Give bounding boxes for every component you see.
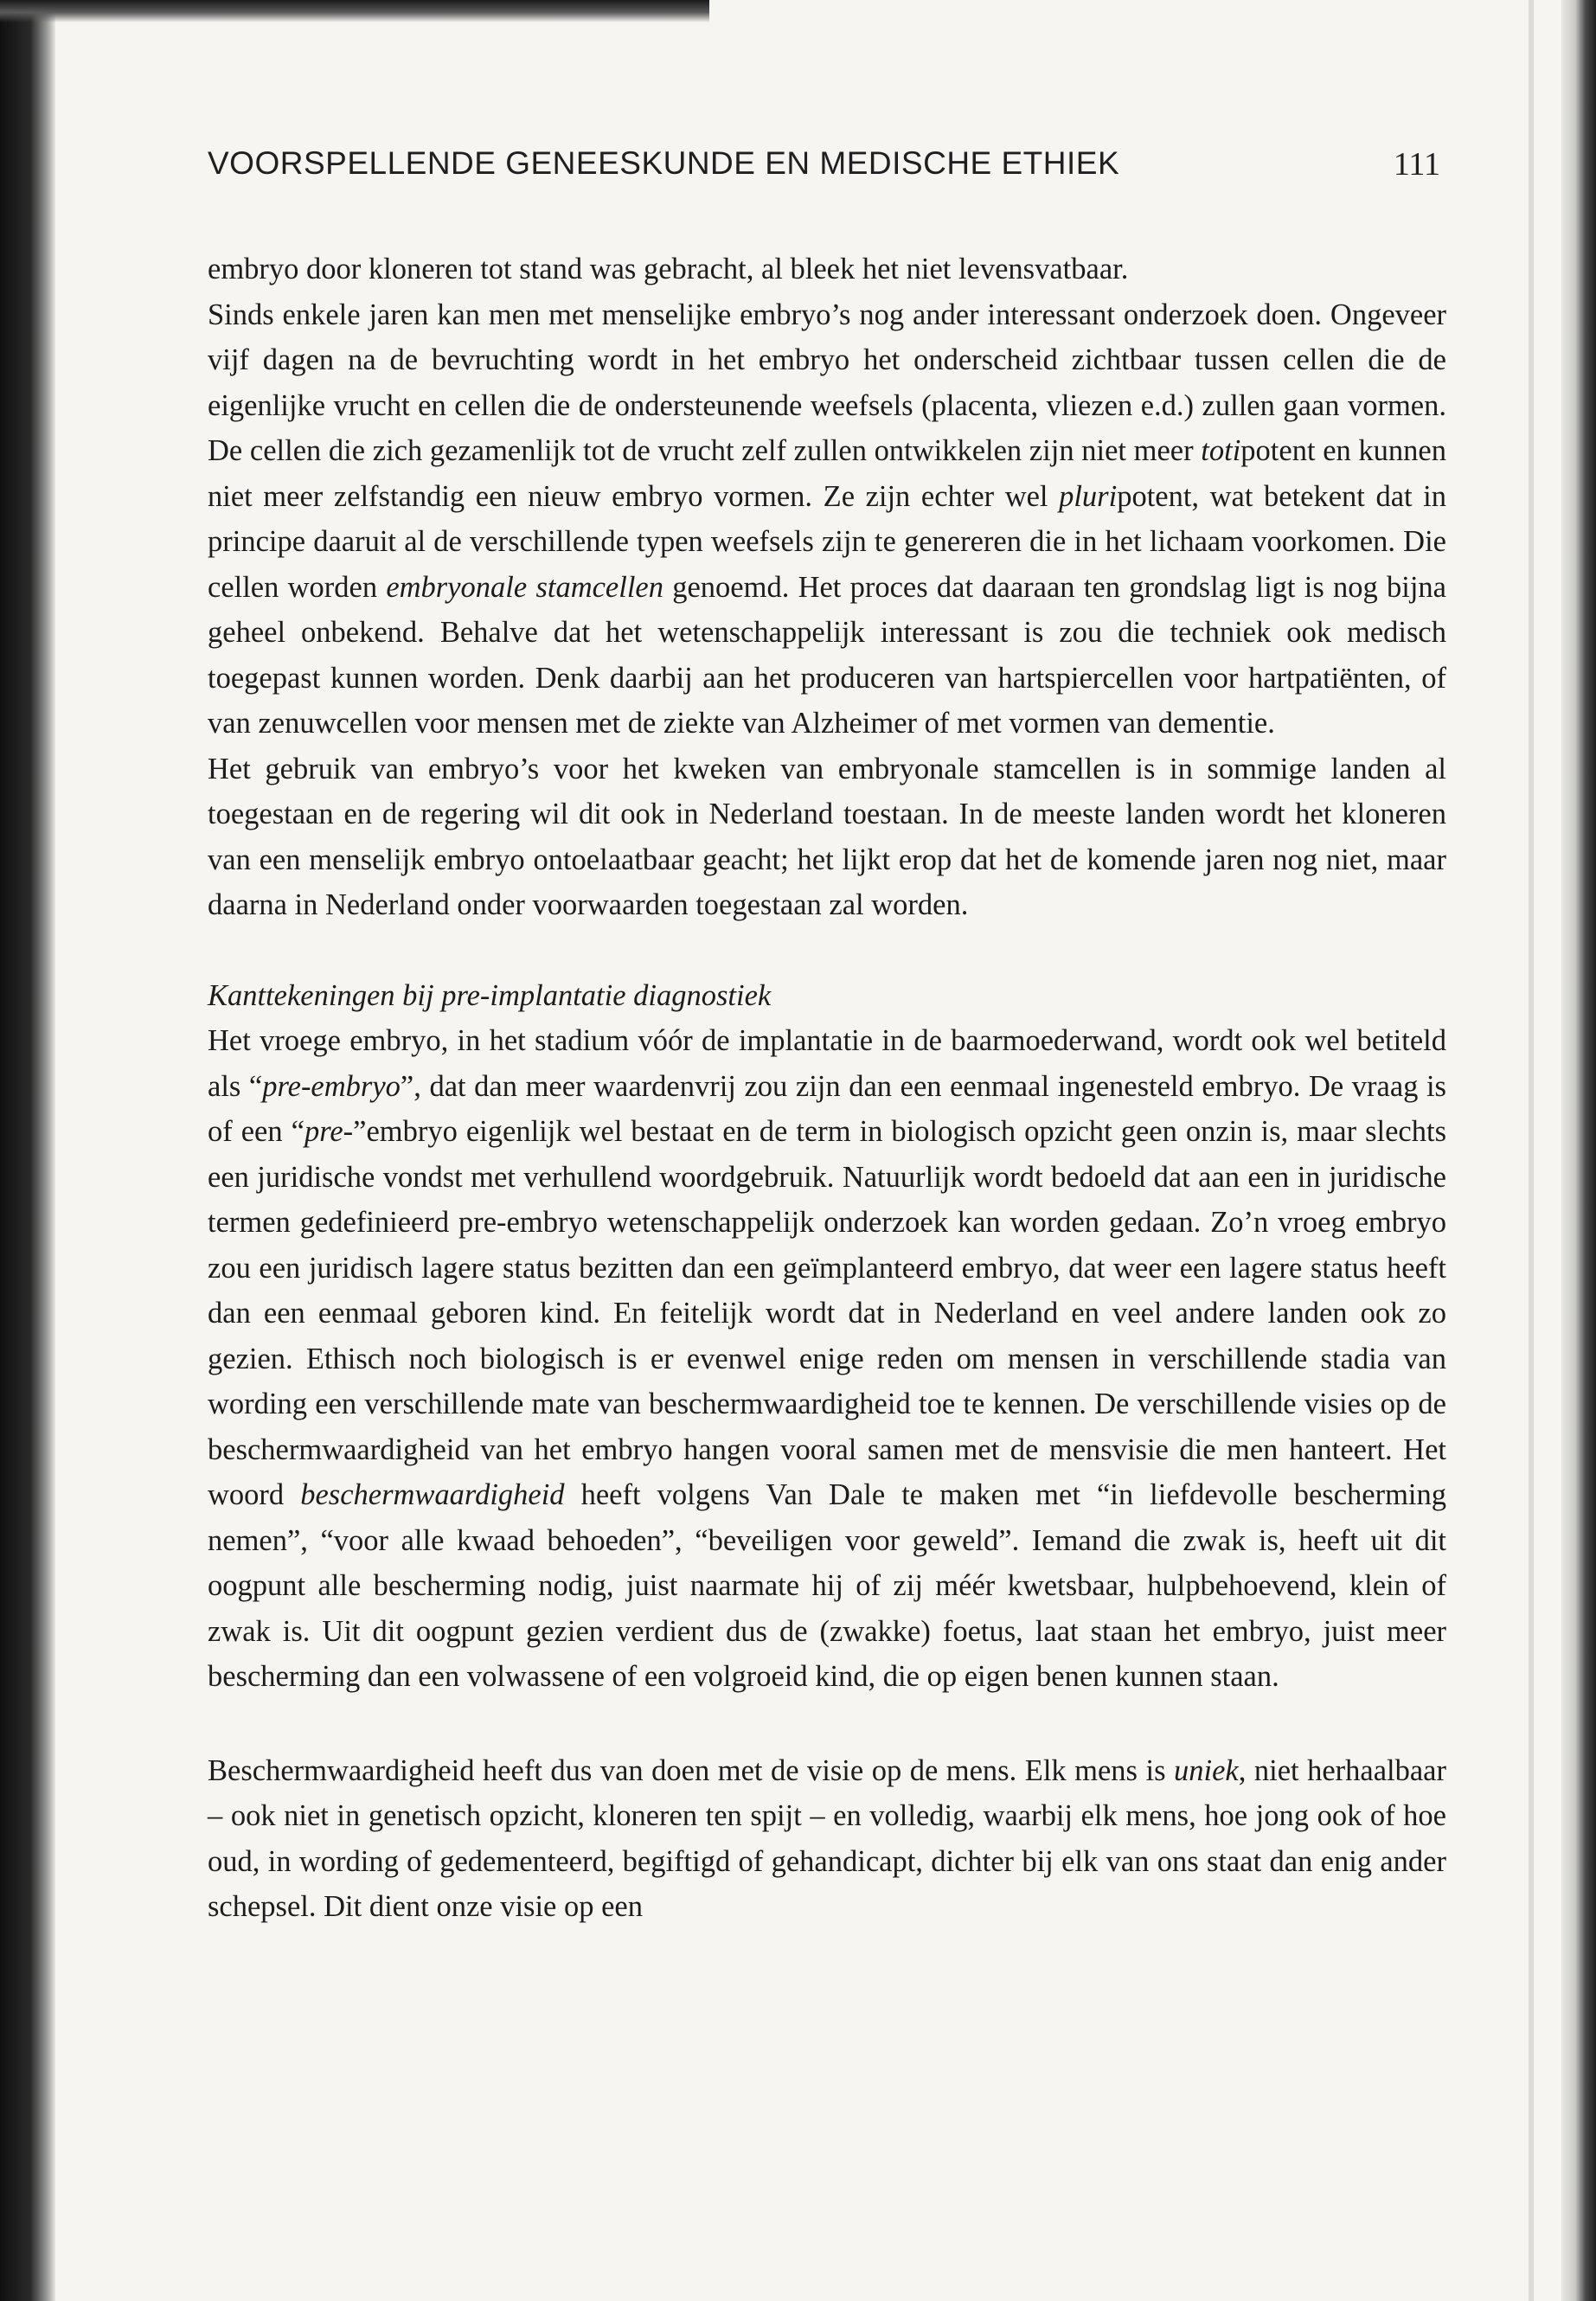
paragraph-5-text-b: , niet herhaalbaar – ook niet in genetisch opzicht, kloneren ten spijt – en volledig, waarbij elk mens, hoe jong ook of hoe oud, in wording of gedementeerd, begiftigd of gehandicapt, dichter bij elk van ons staat dan enig ander schepsel. Dit dient onze visie op een [208, 1753, 1446, 1923]
scan-edge-left [0, 0, 55, 2301]
scan-edge-top [0, 0, 709, 22]
paragraph-5-italic-uniek: uniek [1174, 1753, 1239, 1787]
paragraph-4-text-a: Het vroege embryo, in het stadium vóór de implantatie in de baarmoederwand, wordt ook wel betiteld als “ [208, 1024, 1446, 1103]
paragraph-3: Het gebruik van embryo’s voor het kweken van embryonale stamcellen is in sommige landen al toegestaan en de regering wil dit ook in Nederland toestaan. In de meeste landen wordt het kloneren van een menselijk embryo ontoelaatbaar geacht; het lijkt erop dat het de komende jaren nog niet, maar daarna in Nederland onder voorwaarden toegestaan zal worden. [208, 752, 1446, 921]
paragraph-4-text-c: ”embryo eigenlijk wel bestaat en de term in biologisch opzicht geen onzin is, maar slechts een juridische vondst met verhullend woordgebruik. Natuurlijk wordt bedoeld dat aan een in juridische termen gedefinieerd pre-embryo wetenschappelijk onderzoek kan worden gedaan. Zo’n vroeg embryo zou een juridisch lagere status bezitten dan een geïmplanteerd embryo, dat weer een lagere status heeft dan een eenmaal geboren kind. En feitelijk wordt dat in Nederland en veel andere landen ook zo gezien. Ethisch noch biologisch is er evenwel enige reden om mensen in verschillende stadia van wording een verschillende mate van beschermwaardigheid toe te kennen. De verschillende visies op de beschermwaardigheid van het embryo hangen vooral samen met de mensvisie die men hanteert. Het woord [208, 1115, 1446, 1511]
paragraph-1: embryo door kloneren tot stand was gebracht, al bleek het niet levensvatbaar. [208, 253, 1129, 285]
paragraph-4-italic-term: beschermwaardigheid [300, 1478, 565, 1511]
paragraph-4-text-d: heeft volgens Van Dale te maken met “in liefdevolle bescherming nemen”, “voor alle kwaad behoeden”, “beveiligen voor geweld”. Iemand die zwak is, heeft uit dit oogpunt alle bescherming nodig, juist naarmate hij of zij méér kwetsbaar, hulpbehoevend, klein of zwak is. Uit dit oogpunt gezien verdient dus de (zwakke) foetus, laat staan het embryo, juist meer bescherming dan een volwassene of een volgroeid kind, die op eigen benen kunnen staan. [208, 1478, 1446, 1693]
scan-fold-line [1529, 0, 1534, 2301]
paragraph-4-italic-pre-embryo: pre-embryo [262, 1069, 401, 1103]
paragraph-spacer [208, 1700, 1446, 1748]
paragraph-4 [208, 1018, 1446, 1700]
paragraph-5 [208, 1748, 1446, 1930]
running-title: VOORSPELLENDE GENEESKUNDE EN MEDISCHE ETHIEK [208, 145, 1120, 181]
paragraph-2-italic-term: embryonale stamcellen [386, 570, 663, 604]
section-spacer [208, 928, 1446, 973]
paragraph-2-text-d: genoemd. Het proces dat daaraan ten grondslag ligt is nog bijna geheel onbekend. Behalve dat het wetenschappelijk interessant is zou die techniek ook medisch toegepast kunnen worden. Denk daarbij aan het produceren van hartspiercellen voor hartpatiënten, of van zenuwcellen voor mensen met de ziekte van Alzheimer of met vormen van dementie. [208, 570, 1446, 740]
paragraph-2-text-b: potent en kunnen niet meer zelfstandig een nieuw embryo vormen. Ze zijn echter wel [208, 434, 1446, 513]
paragraph-2-text-a: Sinds enkele jaren kan men met menselijke embryo’s nog ander interessant onderzoek doen. Ongeveer vijf dagen na de bevruchting wordt in het embryo het onderscheid zichtbaar tussen cellen die de eigenlijke vrucht en cellen die de ondersteunende weefsels (placenta, vliezen e.d.) zullen gaan vormen. De cellen die zich gezamenlijk tot de vrucht zelf zullen ontwikkelen zijn niet meer [208, 298, 1446, 467]
paragraph-2-text-c: potent, wat betekent dat in principe daaruit al de verschillende typen weefsels zijn te genereren die in het lichaam voorkomen. Die cellen worden [208, 479, 1446, 604]
paragraph-2-italic-toti: toti [1201, 434, 1241, 467]
paragraph-4-text-b: ”, dat dan meer waardenvrij zou zijn dan een eenmaal ingenesteld embryo. De vraag is of een “ [208, 1069, 1446, 1148]
page-body [208, 247, 1446, 1930]
paragraph-5-text-a: Beschermwaardigheid heeft dus van doen met de visie op de mens. Elk mens is [208, 1753, 1175, 1787]
page-number: 111 [1393, 146, 1440, 183]
paragraph-4-italic-pre: pre- [304, 1115, 354, 1148]
section-heading: Kanttekeningen bij pre-implantatie diagnostiek [208, 978, 772, 1012]
scan-edge-right [1561, 0, 1596, 2301]
paragraph-2 [208, 292, 1446, 747]
paragraph-2-italic-pluri: pluri [1059, 479, 1118, 513]
